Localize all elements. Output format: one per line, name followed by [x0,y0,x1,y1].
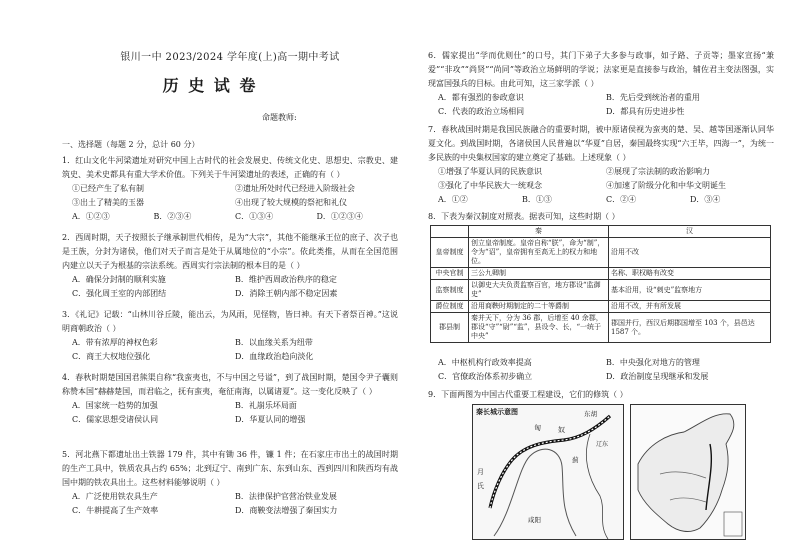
row-label: 监察制度 [431,280,469,301]
han-cell: 沿用不改 [609,238,771,268]
option-a: A．国家统一趋势的加强 [72,401,158,410]
option-a: A．中枢机构行政效率提高 [438,358,532,367]
question-5 [62,448,398,518]
option-b: B．先后受到统治者的重用 [606,93,700,102]
option-d: D．③④ [690,195,721,204]
option-a: A．确保分封制的顺利实施 [72,275,166,284]
qin-great-wall-map [472,404,624,540]
option-a: A．广泛使用铁农具生产 [72,492,158,501]
option-c: C．②④ [606,195,637,204]
statement-row [62,196,398,210]
option-row [62,490,398,504]
china-outline-map [630,404,746,540]
option-a: A．带有浓厚的神权色彩 [72,338,158,347]
option-b: B．维护西周政治秩序的稳定 [235,275,337,284]
option-row [62,273,398,287]
question-8 [428,210,774,224]
option-d: D．商鞅变法增强了秦国实力 [235,506,338,515]
option-a: A．都有强烈的参政意识 [438,93,524,102]
option-d: D．血缘政治趋向淡化 [235,352,314,361]
question-stem: 6．儒家提出“学而优则仕”的口号，其门下弟子大多参与政事，如子路、子贡等；墨家宣扬“兼爱”“非攻”“尚贤”“尚同”等政治立场鲜明的学说；法家更是直接参与政治，辅佐君主变法图强，实现富国强兵的目标。由此可知，这三家学派（ ） [428,51,774,88]
option-row [62,350,398,364]
statement: ④出现了较大规模的祭祀和礼仪 [235,198,347,207]
map-label: 奴 [558,426,565,434]
option-b: B．中央强化对地方的管理 [606,358,700,367]
map-title: 秦长城示意图 [476,408,518,416]
paper-title: 历 史 试 卷 [162,76,258,95]
han-cell: 名称、职权略有改变 [609,268,771,280]
question-6 [428,49,774,119]
han-cell: 沿用不改，并有所发展 [609,301,771,313]
map-label: 氏 [477,482,484,490]
question-stem: 3．《礼记》记载：“山林川谷丘陵，能出云，为风雨，见怪物，皆曰神。有天下者祭百神。”这说明商朝政治（ ） [62,310,398,333]
school-title: 银川一中 2023/2024 学年度(上)高一期中考试 [120,52,340,63]
option-c: C．牛耕提高了生产效率 [72,506,159,515]
map-label: 蓟 [572,456,579,464]
setter-label: 命题教师: [262,113,297,122]
option-row [62,336,398,350]
option-row [62,399,398,413]
question-stem: 7．春秋战国时期是我国民族融合的重要时期，被中原诸侯视为蛮夷的楚、吴、越等国逐渐认同华夏文化。到战国时期，各诸侯国人民普遍以“华夏”自居，秦国最终实现“六王毕，四海一”，为统一多民族的中央集权国家的建立奠定了基础。上述现象（ ） [428,125,774,162]
option-b: B．①③ [522,195,552,204]
table-row [431,268,771,280]
statement-row [62,182,398,196]
question-4 [62,371,398,427]
option-c: C．儒家思想受诸侯认同 [72,415,159,424]
option-row [62,504,398,518]
option-d: D．消除王朝内部不稳定因素 [235,289,338,298]
option-row [62,287,398,301]
option-d: D．政治制度呈现继承和发展 [606,372,709,381]
option-row [428,193,774,207]
option-row [62,210,398,224]
question-8-options [428,356,774,384]
statement: ②展现了宗法制的政治影响力 [606,167,710,176]
option-a: A．①② [438,195,468,204]
table-row [431,301,771,313]
map-label: 匈 [534,424,541,432]
qin-cell: 秦并天下，分为 36 郡，后增至 40 余郡，郡设“守”“尉”“监”，县设令、长，“一统于中央” [469,313,609,343]
han-cell: 基本沿用，设“刺史”监察地方 [609,280,771,301]
row-label: 皇帝制度 [431,238,469,268]
map-label: 月 [477,468,484,476]
option-b: B．②③④ [153,212,192,221]
question-stem: 9．下面两图为中国古代重要工程建设，它们的修筑（ ） [428,390,628,399]
row-label: 郡县制 [431,313,469,343]
statement: ③强化了中华民族大一统观念 [438,181,542,190]
question-stem: 8．下表为秦汉制度对照表。据表可知，这些时期（ ） [428,212,620,221]
option-d: D．①②③④ [316,212,363,221]
statement: ②遗址所处时代已经进入阶级社会 [235,184,355,193]
statement: ③出土了精美的玉器 [72,198,144,207]
qin-cell: 沿用商鞅时期制定的二十等爵制 [469,301,609,313]
option-row [62,413,398,427]
table-row [431,313,771,343]
qin-cell: 创立皇帝制度。皇帝自称“朕”，命为“制”，令为“诏”，皇帝拥有至高无上的权力和地位。 [469,238,609,268]
option-c: C．商王大权地位强化 [72,352,151,361]
question-stem: 1．红山文化牛河梁遗址对研究中国上古时代的社会发展史、传统文化史、思想史、宗教史、建筑史、美术史都具有重大学术价值。下列关于牛河梁遗址的表述，正确的有（ ） [62,156,398,179]
statement: ①已经产生了私有制 [72,184,144,193]
qin-cell: 三公九卿制 [469,268,609,280]
row-label: 爵位制度 [431,301,469,313]
option-b: B．礼崩乐坏局面 [235,401,297,410]
question-stem: 2．西周时期，天子按照长子继承制世代相传，是为“大宗”，其他不能继承王位的庶子、次子也是王族，分封为诸侯，他们对天子而言是处于从属地位的“小宗”。依此类推，从而在全国范围内建立以天子为根基的宗法系统。西周实行宗法制的根本目的是（ ） [62,233,398,270]
question-stem: 5．河北燕下都遗址出土铁器 179 件，其中有锄 36 件，镰 1 件；在石家庄市出土的战国时期的生产工具中，铁质农具占约 65%；北到辽宁、南到广东、东到山东、西到四川和陕西均有战国中期的铁农具出土。这些材料能够说明（ ） [62,450,398,487]
option-row [428,370,774,384]
row-label: 中央官制 [431,268,469,280]
map-label: 东胡 [584,410,597,418]
statement: ④加速了阶级分化和中华文明诞生 [606,181,726,190]
option-row [428,356,774,370]
option-c: C．代表的政治立场相同 [438,107,525,116]
table-header-han: 汉 [609,226,771,238]
option-row [428,105,774,119]
option-row [428,91,774,105]
statement-row [428,179,774,193]
han-cell: 郡国并行，西汉后期郡国增至 103 个，县邑达 1587 个。 [609,313,771,343]
option-b: B．法律保护官营冶铁业发展 [235,492,337,501]
question-stem: 4．春秋时期楚国国君熊渠自称“我蛮夷也，不与中国之号谥”，到了战国时期，楚国令尹子囊则称赞本国“赫赫楚国，而君临之，抚有蛮夷，奄征南海，以属诸夏”。这一变化反映了（ ） [62,373,398,396]
option-c: C．①③④ [235,212,274,221]
statement: ①增强了华夏认同的民族意识 [438,167,542,176]
table-corner-cell [431,226,469,238]
option-d: D．华夏认同的增强 [235,415,306,424]
question-1 [62,154,398,224]
table-header-row [431,226,771,238]
qin-han-comparison-table [430,225,771,343]
question-7 [428,123,774,207]
table-header-qin: 秦 [469,226,609,238]
map-label: 咸阳 [528,516,541,524]
question-9 [428,388,774,402]
option-b: B．以血缘关系为纽带 [235,338,313,347]
table-row [431,280,771,301]
option-c: C．强化周王室的内部团结 [72,289,167,298]
option-c: C．官僚政治体系初步确立 [438,372,533,381]
map-label: 辽东 [596,441,609,448]
question-2 [62,231,398,301]
option-d: D．都具有历史进步性 [606,107,685,116]
qin-cell: 以御史大夫负责监察百官，地方郡设“监御史” [469,280,609,301]
statement-row [428,165,774,179]
question-3 [62,308,398,364]
section-heading: 一、选择题（每题 2 分，总计 60 分） [62,140,200,149]
table-row [431,238,771,268]
option-a: A．①②③ [72,212,110,221]
